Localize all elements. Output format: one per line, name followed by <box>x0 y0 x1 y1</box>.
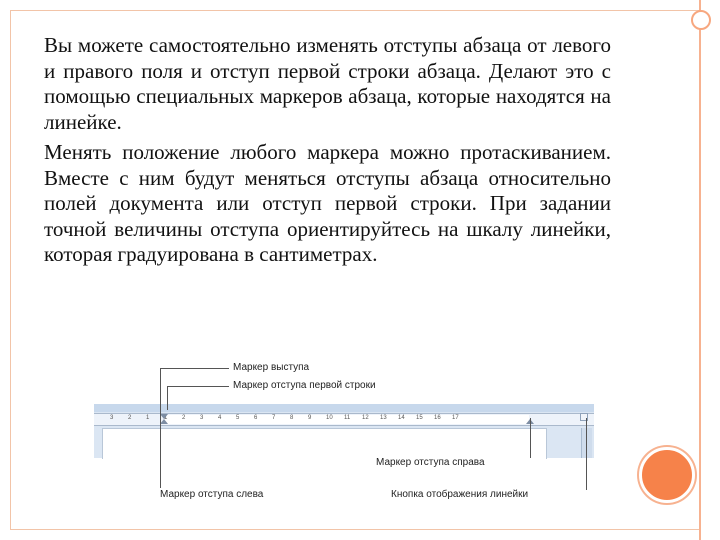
ribbon-group-labels <box>94 404 594 412</box>
ruler-number: 6 <box>254 415 258 421</box>
callout-line-first-line-v <box>167 386 168 410</box>
ruler-number: 11 <box>344 415 351 421</box>
label-left-indent: Маркер отступа слева <box>160 489 264 500</box>
decorative-circle-orange <box>639 447 695 503</box>
paragraph-2: Менять положение любого маркера можно протаскиванием. Вместе с ним будут меняться отступы абзаца относительно полей документа или отступ первой строки. При задании точной величины отступа ориентируйтесь на шкалу линейки, которая градуирована в сантиметрах. <box>44 140 611 266</box>
label-hanging-indent: Маркер выступа <box>233 362 310 373</box>
ruler-number: 3 <box>110 415 114 421</box>
ruler-number: 17 <box>452 415 459 421</box>
callout-line-hanging <box>160 368 229 369</box>
horizontal-ruler[interactable] <box>94 413 594 426</box>
ruler-number: 1 <box>146 415 150 421</box>
ruler-scale <box>110 414 529 425</box>
ruler-number: 12 <box>362 415 369 421</box>
ruler-number: 8 <box>290 415 294 421</box>
ruler-number: 2 <box>182 415 186 421</box>
ruler-number: 13 <box>380 415 387 421</box>
decorative-circle-top <box>691 10 711 30</box>
ruler-number: 5 <box>236 415 240 421</box>
ruler-number: 7 <box>272 415 276 421</box>
ruler-number: 14 <box>398 415 405 421</box>
slide-border-right <box>699 0 701 540</box>
label-right-indent: Маркер отступа справа <box>376 457 485 468</box>
ruler-number: 2 <box>128 415 132 421</box>
word-ruler-screenshot <box>94 404 594 458</box>
callout-line-ruler-toggle <box>586 418 587 490</box>
callout-line-first-line <box>167 386 229 387</box>
ruler-number: 10 <box>326 415 333 421</box>
label-ruler-toggle: Кнопка отображения линейки <box>391 489 529 500</box>
paragraph-1: Вы можете самостоятельно изменять отступы абзаца от левого и правого поля и отступ первой строки абзаца. Делают это с помощью специальных маркеров абзаца, которые находятся на линейке. <box>44 33 611 134</box>
ruler-number: 15 <box>416 415 423 421</box>
hanging-indent-marker[interactable] <box>160 419 168 424</box>
callout-line-left-indent <box>160 368 161 488</box>
ruler-number: 16 <box>434 415 441 421</box>
label-first-line-indent: Маркер отступа первой строки <box>233 380 376 391</box>
ruler-number: 3 <box>200 415 204 421</box>
callout-line-right-indent <box>530 418 531 458</box>
ruler-number: 1 <box>164 415 168 421</box>
ruler-number: 4 <box>218 415 222 421</box>
document-page <box>102 428 547 459</box>
slide-body <box>44 33 611 268</box>
ruler-number: 9 <box>308 415 312 421</box>
